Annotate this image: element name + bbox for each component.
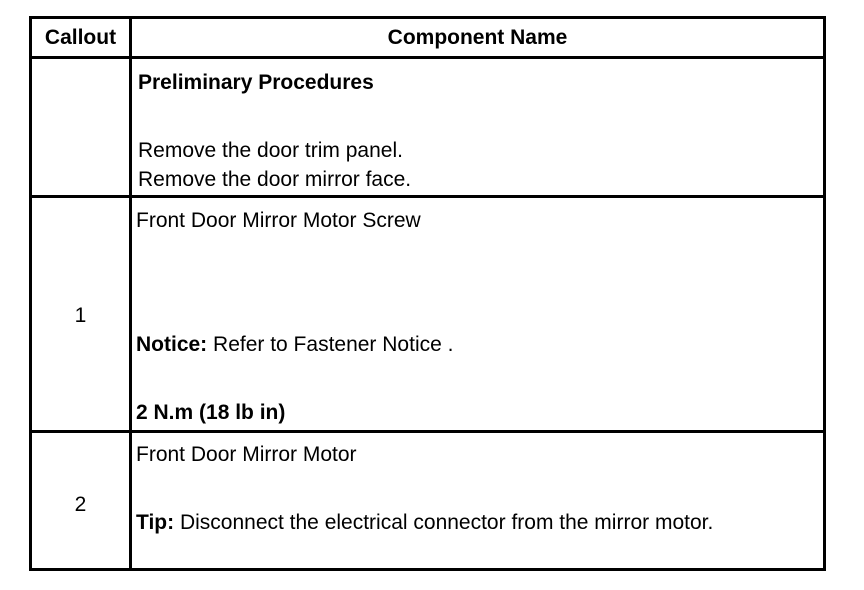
preliminary-step: Remove the door mirror face. — [138, 168, 412, 191]
header-callout: Callout — [44, 25, 117, 49]
preliminary-title: Preliminary Procedures — [138, 71, 374, 94]
column-divider — [129, 19, 132, 568]
callout-number: 2 — [74, 493, 87, 516]
notice-label: Notice: — [136, 333, 208, 356]
notice-text: Refer to Fastener Notice . — [207, 333, 454, 356]
component-table — [29, 16, 826, 571]
tip-label: Tip: — [136, 511, 175, 534]
notice-line — [136, 333, 453, 357]
row-divider-preliminary — [32, 195, 823, 198]
header-component-name: Component Name — [387, 25, 568, 49]
callout-number: 1 — [74, 304, 87, 327]
component-name: Front Door Mirror Motor — [136, 443, 357, 466]
torque-spec: 2 N.m (18 lb in) — [136, 401, 286, 424]
row-divider-header — [32, 56, 823, 59]
preliminary-step: Remove the door trim panel. — [138, 139, 403, 162]
tip-line — [136, 511, 713, 535]
tip-text: Disconnect the electrical connector from the mirror motor. — [174, 511, 714, 534]
component-name: Front Door Mirror Motor Screw — [136, 209, 421, 232]
row-divider-row1 — [32, 430, 823, 433]
